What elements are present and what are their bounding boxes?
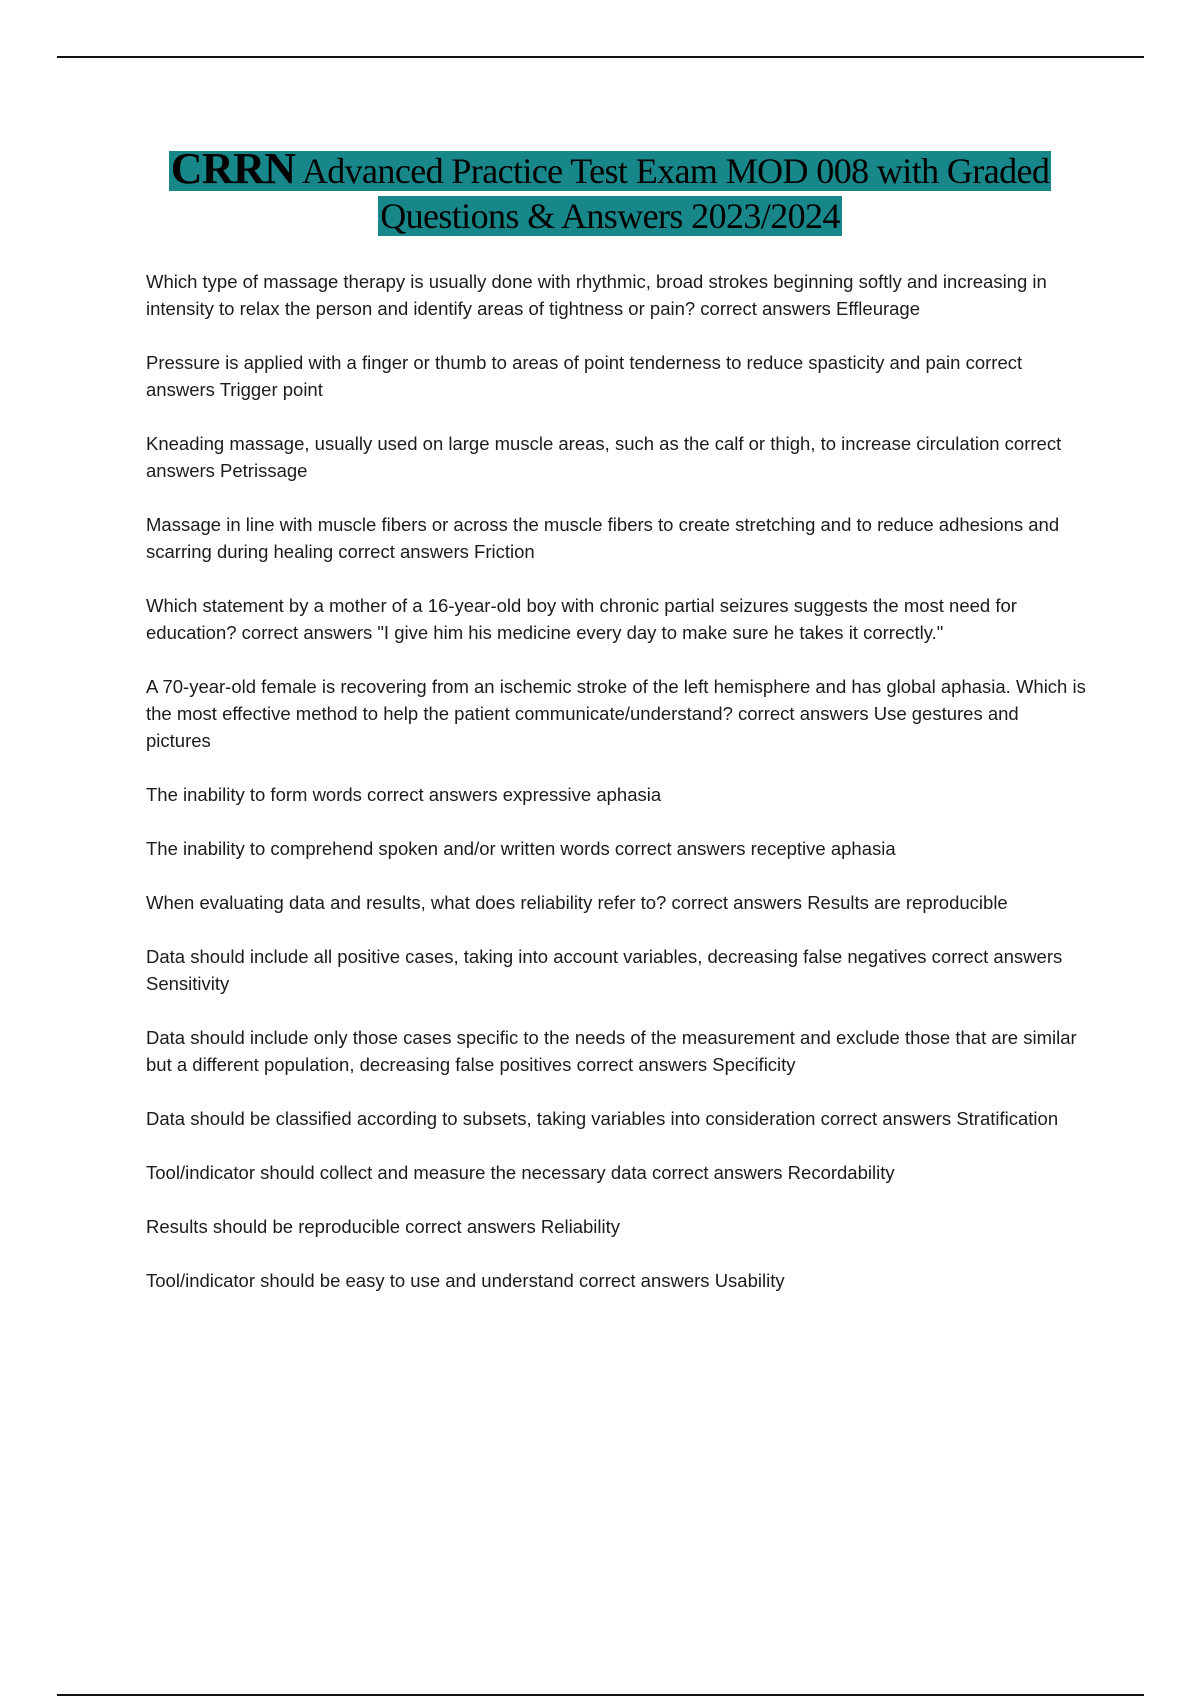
qa-item: When evaluating data and results, what does reliability refer to? correct answers Results are reproducible [146,892,1008,913]
document-title [130,146,1090,239]
qa-item: Which type of massage therapy is usually done with rhythmic, broad strokes beginning softly and increasing in intensity to relax the person and identify areas of tightness or pain? correct answers Effleurage [146,271,1047,319]
qa-item: Kneading massage, usually used on large muscle areas, such as the calf or thigh, to increase circulation correct answers Petrissage [146,433,1062,481]
top-rule [57,56,1144,58]
qa-item: Data should include all positive cases, taking into account variables, decreasing false negatives correct answers Sensitivity [146,946,1063,994]
qa-item: The inability to comprehend spoken and/or written words correct answers receptive aphasia [146,838,896,859]
title-prefix: CRRN [170,144,296,193]
qa-item: Results should be reproducible correct answers Reliability [146,1216,621,1237]
qa-item: Tool/indicator should be easy to use and understand correct answers Usability [146,1270,785,1291]
title-line-1 [169,144,1052,193]
qa-item: Pressure is applied with a finger or thumb to areas of point tenderness to reduce spasticity and pain correct answers Trigger point [146,352,1023,400]
qa-item: A 70-year-old female is recovering from an ischemic stroke of the left hemisphere and has global aphasia. Which is the most effective method to help the patient communicate/understand? correct answers Use gestures and pictures [146,676,1086,751]
qa-item: Which statement by a mother of a 16-year-old boy with chronic partial seizures suggests the most need for education? correct answers "I give him his medicine every day to make sure he takes it correctly." [146,595,1017,643]
title-line-1-text: Advanced Practice Test Exam MOD 008 with Graded [295,151,1050,191]
qa-item: The inability to form words correct answers expressive aphasia [146,784,662,805]
title-line-2: Questions & Answers 2023/2024 [380,196,840,236]
qa-item: Massage in line with muscle fibers or across the muscle fibers to create stretching and to reduce adhesions and scarring during healing correct answers Friction [146,514,1060,562]
qa-item: Data should be classified according to subsets, taking variables into consideration correct answers Stratification [146,1108,1059,1129]
qa-list [146,268,1086,1321]
bottom-rule [57,1694,1144,1696]
qa-item: Tool/indicator should collect and measure the necessary data correct answers Recordability [146,1162,895,1183]
qa-item: Data should include only those cases specific to the needs of the measurement and exclude those that are similar but a different population, decreasing false positives correct answers Specificity [146,1027,1077,1075]
